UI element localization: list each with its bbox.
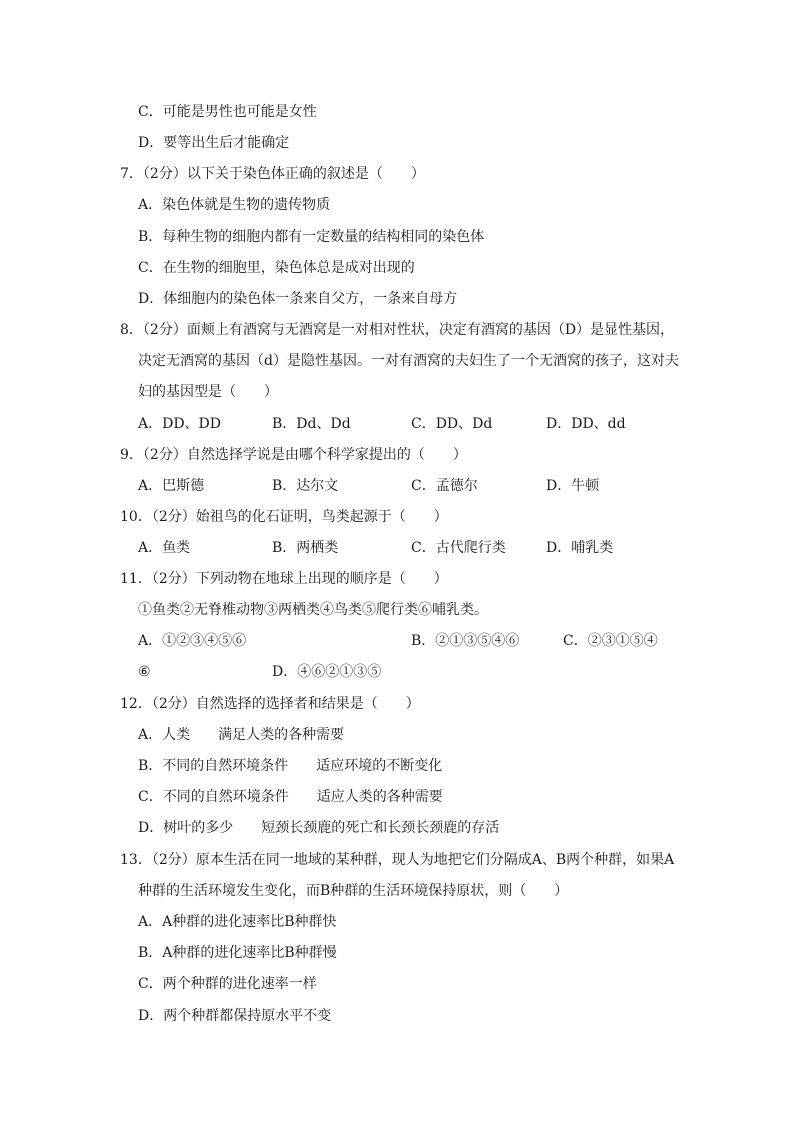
q11-option-b: B．②①③⑤④⑥ [411, 633, 520, 649]
q10-option-a: A．鱼类 [138, 540, 191, 556]
q6-option-d: D．要等出生后才能确定 [138, 135, 290, 151]
q11-option-d: D．④⑥②①③⑤ [272, 664, 382, 680]
q13-option-a: A．A种群的进化速率比B种群快 [138, 914, 337, 930]
q9-option-d: D．牛顿 [546, 478, 600, 494]
q10-option-c: C．古代爬行类 [411, 540, 506, 556]
q10-stem: 10．（2分）始祖鸟的化石证明，鸟类起源于（ ） [120, 509, 448, 525]
q12-option-a: A．人类 满足人类的各种需要 [138, 727, 345, 743]
q9-option-a: A．巴斯德 [138, 478, 205, 494]
q13-stem-line-1: 13．（2分）原本生活在同一地域的某种群，现人为地把它们分隔成A、B两个种群，如果A [120, 852, 675, 868]
q9-option-c: C．孟德尔 [411, 478, 478, 494]
q7-option-d: D．体细胞内的染色体一条来自父方，一条来自母方 [138, 291, 458, 307]
q8-option-a: A．DD、DD [138, 416, 222, 432]
q11-stem: 11．（2分）下列动物在地球上出现的顺序是（ ） [120, 571, 448, 587]
q8-option-b: B．Dd、Dd [272, 416, 351, 432]
q6-option-c: C．可能是男性也可能是女性 [138, 104, 317, 120]
q8-stem-line-2: 决定无酒窝的基因（d）是隐性基因。一对有酒窝的夫妇生了一个无酒窝的孩子，这对夫 [138, 353, 679, 369]
q13-stem-line-2: 种群的生活环境发生变化，而B种群的生活环境保持原状，则（ ） [138, 883, 569, 899]
q11-animal-list: ①鱼类②无脊椎动物③两栖类④鸟类⑤爬行类⑥哺乳类。 [138, 602, 488, 618]
q7-option-c: C．在生物的细胞里，染色体总是成对出现的 [138, 260, 415, 276]
q7-option-b: B．每种生物的细胞内都有一定数量的结构相同的染色体 [138, 229, 485, 245]
q11-option-c: C．②③①⑤④ [563, 633, 658, 649]
q12-option-c: C．不同的自然环境条件 适应人类的各种需要 [138, 789, 443, 805]
q8-stem-line-1: 8．（2分）面颊上有酒窝与无酒窝是一对相对性状，决定有酒窝的基因（D）是显性基因， [120, 322, 675, 338]
q11-option-c-continued: ⑥ [138, 664, 151, 680]
q12-stem: 12．（2分）自然选择的选择者和结果是（ ） [120, 696, 420, 712]
q9-stem: 9．（2分）自然选择学说是由哪个科学家提出的（ ） [120, 447, 467, 463]
q8-option-d: D．DD、dd [546, 416, 626, 432]
q11-option-a: A．①②③④⑤⑥ [138, 633, 247, 649]
q10-option-d: D．哺乳类 [546, 540, 614, 556]
q10-option-b: B．两栖类 [272, 540, 339, 556]
q12-option-d: D．树叶的多少 短颈长颈鹿的死亡和长颈长颈鹿的存活 [138, 820, 500, 836]
q7-stem: 7．（2分）以下关于染色体正确的叙述是（ ） [120, 166, 425, 182]
q13-option-d: D．两个种群都保持原水平不变 [138, 1008, 332, 1024]
q13-option-c: C．两个种群的进化速率一样 [138, 976, 317, 992]
q9-option-b: B．达尔文 [272, 478, 339, 494]
q7-option-a: A．染色体就是生物的遗传物质 [138, 197, 331, 213]
q8-option-c: C．DD、Dd [411, 416, 493, 432]
q8-stem-line-3: 妇的基因型是（ ） [138, 384, 278, 400]
q12-option-b: B．不同的自然环境条件 适应环境的不断变化 [138, 758, 443, 774]
q13-option-b: B．A种群的进化速率比B种群慢 [138, 945, 337, 961]
